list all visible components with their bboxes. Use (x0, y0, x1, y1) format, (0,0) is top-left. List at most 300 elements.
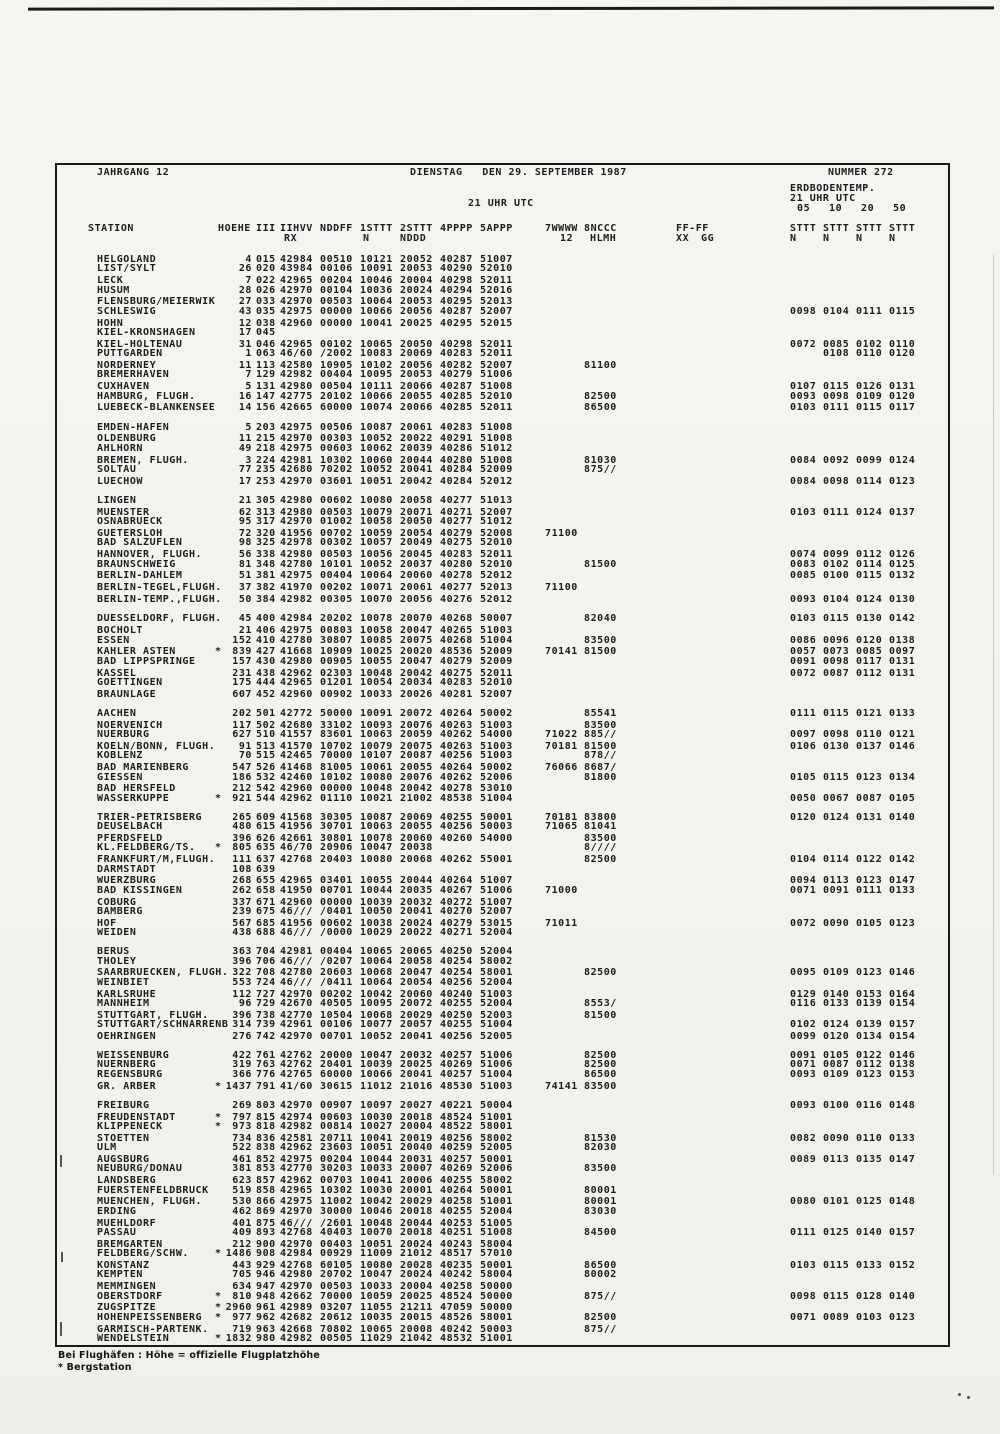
col-group-2: 41970 (280, 582, 313, 594)
col-group-7: 50004 (480, 1099, 513, 1111)
col-group-1: 658 (256, 884, 276, 896)
col-group-3: 20102 (320, 390, 353, 402)
col-soiltemp-3: 0123 (856, 771, 883, 783)
col-group-7: 58004 (480, 1269, 513, 1281)
col-group-3: 30000 (320, 1205, 353, 1217)
col-group-7: 51006 (480, 369, 513, 381)
col-group-2: 41557 (280, 729, 313, 741)
col-hoehe: 7 (245, 275, 252, 287)
col-group-7: 55001 (480, 854, 513, 866)
col-group-5: 20075 (400, 634, 433, 646)
col-group-3: 23603 (320, 1142, 353, 1154)
col-group-6: 40255 (440, 811, 473, 823)
col-group-1: 739 (256, 1019, 276, 1031)
col-soiltemp-2: 0089 (823, 1311, 850, 1323)
col-8nccc-value: 8553/ (584, 997, 617, 1009)
station-name: OBERSTDORF (97, 1290, 163, 1302)
station-row (0, 1082, 1000, 1093)
col-group-6: 40257 (440, 1050, 473, 1062)
col-group-7: 52007 (480, 305, 513, 317)
col-group-7: 52007 (480, 360, 513, 371)
col-group-4: 10025 (360, 646, 393, 658)
col-group-5: 20015 (400, 1311, 433, 1323)
station-name: BAD LIPPSPRINGE (97, 655, 196, 667)
col-group-6: 40264 (440, 875, 473, 887)
col-group-7: 52005 (480, 1031, 513, 1042)
col-soiltemp-2: 0092 (823, 454, 850, 466)
col-group-7: 51003 (480, 625, 513, 637)
col-group-3: 00404 (320, 570, 353, 582)
col-soiltemp-1: 0106 (790, 741, 817, 752)
col-soiltemp-4: 0133 (889, 707, 916, 719)
col-group-6: 40250 (440, 1009, 473, 1021)
col-group-7: 52016 (480, 284, 513, 296)
col-group-2: 42989 (280, 1302, 313, 1314)
col-group-3: 70202 (320, 463, 353, 475)
col-group-3: 40505 (320, 997, 353, 1009)
col-group-6: 40277 (440, 494, 473, 506)
station-name: SCHLESWIG (97, 305, 157, 317)
station-name: KOBLENZ (97, 750, 143, 762)
col-group-2: 42775 (280, 390, 313, 402)
col-hoehe: 17 (238, 326, 252, 338)
col-group-3: /2002 (320, 348, 353, 360)
col-group-6: 40260 (440, 833, 473, 844)
col-soiltemp-1: 0084 (790, 454, 817, 466)
col-group-1: 015 (256, 254, 276, 265)
col-group-7: 58002 (480, 955, 513, 967)
col-group-4: 10052 (360, 558, 393, 570)
col-soiltemp-2: 0113 (823, 875, 850, 887)
col-subheader-xx: XX (676, 233, 690, 244)
col-group-5: 20060 (400, 570, 433, 582)
station-name: KIEL-KRONSHAGEN (97, 326, 196, 338)
col-group-7: 51007 (480, 896, 513, 908)
col-group-6: 40265 (440, 625, 473, 637)
col-group-5: 20047 (400, 625, 433, 637)
col-hoehe: 422 (232, 1050, 252, 1062)
col-group-7: 50002 (480, 762, 513, 774)
station-row (0, 1032, 1000, 1043)
col-hoehe: 21 (238, 494, 252, 506)
col-group-4: 10064 (360, 976, 393, 988)
col-soiltemp-1: 0111 (790, 1226, 817, 1238)
bergstation-marker: * (215, 1120, 222, 1132)
col-group-4: 10083 (360, 348, 393, 360)
col-group-5: 20029 (400, 1196, 433, 1208)
col-group-7: 50000 (480, 1290, 513, 1302)
col-group-5: 20040 (400, 1142, 433, 1154)
col-group-1: 803 (256, 1099, 276, 1111)
col-group-1: 384 (256, 594, 276, 606)
col-group-3: 70802 (320, 1323, 353, 1335)
col-group-2: 42975 (280, 625, 313, 637)
col-group-7: 51001 (480, 1111, 513, 1123)
col-7wwww-value: 76066 (545, 762, 578, 774)
col-header-4pppp: 4PPPP (440, 223, 473, 234)
col-group-4: 10080 (360, 1260, 393, 1271)
station-name: BAD SALZUFLEN (97, 537, 183, 549)
station-row (0, 538, 1000, 549)
station-name: BERLIN-TEGEL,FLUGH. (97, 582, 222, 594)
bergstation-marker: * (215, 792, 222, 804)
col-hoehe: 269 (232, 1099, 252, 1111)
col-soiltemp-3: 0115 (856, 402, 883, 414)
col-group-5: 21042 (400, 1332, 433, 1344)
col-group-2: 42970 (280, 475, 313, 487)
col-group-7: 52007 (480, 905, 513, 917)
col-soiltemp-2: 0114 (823, 854, 850, 866)
col-group-4: 10121 (360, 254, 393, 265)
col-soiltemp-3: 0153 (856, 988, 883, 1000)
col-group-4: 10064 (360, 296, 393, 308)
col-hoehe: 2960 (225, 1302, 252, 1314)
col-group-4: 10042 (360, 1196, 393, 1208)
col-group-1: 224 (256, 454, 276, 466)
col-soiltemp-2: 0100 (823, 1099, 850, 1111)
station-row (0, 392, 1000, 403)
soil-temp-title: ERDBODENTEMP. (790, 183, 876, 194)
col-group-2: 42962 (280, 1175, 313, 1187)
col-soiltemp-4: 0131 (889, 655, 916, 667)
col-hoehe: 27 (238, 296, 252, 308)
col-group-3: 60000 (320, 402, 353, 414)
col-group-7: 52007 (480, 506, 513, 518)
station-row (0, 1143, 1000, 1154)
col-group-6: 48532 (440, 1332, 473, 1344)
col-group-4: 10064 (360, 570, 393, 582)
col-soiltemp-1: 0103 (790, 613, 817, 625)
col-group-2: 42680 (280, 463, 313, 475)
col-group-3: 30615 (320, 1080, 353, 1092)
col-group-1: 815 (256, 1111, 276, 1123)
col-group-2: 42960 (280, 783, 313, 795)
col-group-4: 10048 (360, 783, 393, 795)
col-group-2: 42965 (280, 338, 313, 350)
station-row (0, 1292, 1000, 1303)
col-group-3: 10101 (320, 558, 353, 570)
col-group-5: 20044 (400, 1217, 433, 1229)
col-subheader-12: 12 (560, 233, 574, 244)
col-group-2: 42970 (280, 296, 313, 308)
col-group-7: 50000 (480, 1302, 513, 1314)
col-soiltemp-4: 0142 (889, 613, 916, 625)
station-name: LUECHOW (97, 475, 143, 487)
col-group-2: 42982 (280, 369, 313, 381)
station-row (0, 886, 1000, 897)
col-group-1: 317 (256, 516, 276, 528)
col-group-3: 00503 (320, 1281, 353, 1293)
col-8nccc-value: 875// (584, 1290, 617, 1302)
col-group-5: 20039 (400, 442, 433, 454)
col-hoehe: 212 (232, 783, 252, 795)
col-soiltemp-3: 0112 (856, 1059, 883, 1071)
col-group-2: 42665 (280, 402, 313, 414)
col-group-5: 20060 (400, 833, 433, 844)
station-name: CUXHAVEN (97, 381, 150, 393)
col-8nccc-value: 82040 (584, 613, 617, 625)
col-group-1: 215 (256, 433, 276, 445)
station-row (0, 595, 1000, 606)
col-group-5: 20024 (400, 1238, 433, 1250)
col-hoehe: 50 (238, 594, 252, 606)
col-group-2: 41568 (280, 811, 313, 823)
col-hoehe: 627 (232, 729, 252, 741)
col-group-1: 688 (256, 927, 276, 939)
col-group-5: 20020 (400, 646, 433, 658)
col-group-1: 857 (256, 1175, 276, 1187)
col-group-7: 50002 (480, 707, 513, 719)
col-group-7: 52011 (480, 549, 513, 561)
station-name: FREUDENSTADT (97, 1111, 176, 1123)
station-name: BAD HERSFELD (97, 783, 176, 795)
col-group-2: 43984 (280, 263, 313, 275)
station-name: DUESSELDORF, FLUGH. (97, 613, 222, 625)
col-group-1: 156 (256, 402, 276, 414)
col-soiltemp-4: 0157 (889, 1019, 916, 1031)
col-group-7: 50000 (480, 1281, 513, 1293)
col-group-1: 400 (256, 613, 276, 625)
col-hoehe: 337 (232, 896, 252, 908)
date-label: DIENSTAG DEN 29. SEPTEMBER 1987 (410, 167, 627, 178)
col-group-4: 10095 (360, 997, 393, 1009)
col-group-6: 40255 (440, 997, 473, 1009)
station-name: NORDERNEY (97, 360, 157, 371)
col-group-6: 48524 (440, 1111, 473, 1123)
page-top-edge-line (28, 6, 994, 10)
bergstation-marker: * (215, 842, 222, 854)
col-group-3: 00106 (320, 263, 353, 275)
col-group-1: 635 (256, 842, 276, 854)
col-group-1: 218 (256, 442, 276, 454)
station-name: GIESSEN (97, 771, 143, 783)
col-group-4: 10078 (360, 833, 393, 844)
station-row (0, 751, 1000, 762)
col-group-3: 00603 (320, 1111, 353, 1123)
col-group-6: 40271 (440, 506, 473, 518)
station-name: STUTTGART/SCHNARRENB (97, 1019, 229, 1031)
col-group-6: 40298 (440, 275, 473, 287)
col-group-4: 10047 (360, 842, 393, 854)
col-hoehe: 839 (232, 646, 252, 658)
station-row (0, 560, 1000, 571)
col-soiltemp-4: 0152 (889, 1260, 916, 1271)
col-soiltemp-3: 0109 (856, 390, 883, 402)
col-group-4: 10048 (360, 667, 393, 679)
col-group-2: 42970 (280, 284, 313, 296)
col-group-2: 42982 (280, 1332, 313, 1344)
col-soiltemp-1: 0094 (790, 875, 817, 887)
col-group-2: 42780 (280, 558, 313, 570)
station-name: COBURG (97, 896, 137, 908)
col-hoehe: 31 (238, 338, 252, 350)
col-8nccc-value: 84500 (584, 1226, 617, 1238)
col-group-3: 00305 (320, 594, 353, 606)
col-group-4: 10030 (360, 1184, 393, 1196)
col-group-4: 10042 (360, 988, 393, 1000)
col-group-2: 42772 (280, 707, 313, 719)
col-soiltemp-3: 0114 (856, 475, 883, 487)
col-group-1: 685 (256, 917, 276, 929)
col-soiltemp-4: 0131 (889, 667, 916, 679)
col-group-2: 42680 (280, 719, 313, 731)
col-hoehe: 17 (238, 475, 252, 487)
volume-label: JAHRGANG 12 (97, 167, 170, 178)
col-group-2: 42768 (280, 854, 313, 866)
col-group-2: 42682 (280, 1311, 313, 1323)
station-name: KAHLER ASTEN (97, 646, 176, 658)
col-hoehe: 977 (232, 1311, 252, 1323)
col-group-6: 40258 (440, 1196, 473, 1208)
col-group-3: 10905 (320, 360, 353, 371)
col-group-7: 52004 (480, 946, 513, 958)
col-soiltemp-3: 0085 (856, 646, 883, 658)
col-group-6: 40295 (440, 296, 473, 308)
col-group-1: 858 (256, 1184, 276, 1196)
col-group-4: 10047 (360, 1269, 393, 1281)
bergstation-marker: * (215, 1332, 222, 1344)
col-group-2: 46/60 (280, 348, 313, 360)
col-group-3: 01201 (320, 676, 353, 688)
col-group-6: 40256 (440, 976, 473, 988)
col-group-6: 40279 (440, 655, 473, 667)
station-name: LIST/SYLT (97, 263, 157, 275)
col-group-1: 791 (256, 1080, 276, 1092)
station-name: WEIDEN (97, 927, 137, 939)
col-soiltemp-2: 0102 (823, 558, 850, 570)
col-soiltemp-2: 0115 (823, 613, 850, 625)
col-soiltemp-1: 0085 (790, 570, 817, 582)
col-group-6: 40242 (440, 1323, 473, 1335)
col-group-5: 20004 (400, 275, 433, 287)
col-group-1: 452 (256, 688, 276, 700)
col-group-6: 40287 (440, 305, 473, 317)
issue-number: NUMMER 272 (828, 167, 894, 178)
col-group-3: /0411 (320, 976, 353, 988)
col-hoehe: 797 (232, 1111, 252, 1123)
col-group-5: 20041 (400, 463, 433, 475)
col-8nccc-value: 82500 (584, 390, 617, 402)
col-group-4: 10079 (360, 506, 393, 518)
col-soiltemp-1: 0107 (790, 381, 817, 393)
station-name: GR. ARBER (97, 1080, 157, 1092)
col-header-5appp: 5APPP (480, 223, 513, 234)
col-group-4: 10102 (360, 360, 393, 371)
col-group-1: 639 (256, 863, 276, 875)
station-name: WENDELSTEIN (97, 1332, 170, 1344)
col-group-4: 10030 (360, 1111, 393, 1123)
col-soiltemp-3: 0123 (856, 967, 883, 979)
col-hoehe: 363 (232, 946, 252, 958)
col-soiltemp-3: 0116 (856, 1099, 883, 1111)
station-name: ZUGSPITZE (97, 1302, 157, 1314)
col-group-7: 51003 (480, 719, 513, 731)
col-subheader-n2: N (823, 233, 830, 244)
bergstation-marker: * (215, 1080, 222, 1092)
station-row (0, 477, 1000, 488)
col-hoehe: 480 (232, 821, 252, 833)
col-group-7: 52012 (480, 475, 513, 487)
col-group-2: 42768 (280, 1260, 313, 1271)
col-group-5: 20053 (400, 263, 433, 275)
col-group-4: 10058 (360, 625, 393, 637)
col-group-3: 00403 (320, 1238, 353, 1250)
col-group-4: 10039 (360, 1059, 393, 1071)
col-group-4: 10052 (360, 433, 393, 445)
col-group-5: 20001 (400, 1184, 433, 1196)
col-hoehe: 973 (232, 1120, 252, 1132)
col-group-3: 10102 (320, 771, 353, 783)
col-group-7: 51012 (480, 442, 513, 454)
col-soiltemp-3: 0110 (856, 348, 883, 360)
col-group-6: 40221 (440, 1099, 473, 1111)
col-group-4: 10065 (360, 1323, 393, 1335)
station-name: KOELN/BONN, FLUGH. (97, 741, 216, 752)
col-group-3: 00510 (320, 254, 353, 265)
station-row (0, 1122, 1000, 1133)
col-group-3: 20401 (320, 1059, 353, 1071)
col-group-7: 52004 (480, 927, 513, 939)
col-group-6: 40256 (440, 1132, 473, 1144)
station-name: DEUSELBACH (97, 821, 163, 833)
col-group-5: 20041 (400, 1031, 433, 1042)
col-group-4: 10047 (360, 1050, 393, 1062)
col-hoehe: 43 (238, 305, 252, 317)
col-soiltemp-1: 0089 (790, 1154, 817, 1165)
col-group-6: 40264 (440, 762, 473, 774)
col-hoehe: 157 (232, 655, 252, 667)
bergstation-marker: * (215, 1248, 222, 1260)
station-name: ULM (97, 1142, 117, 1154)
col-group-3: 10909 (320, 646, 353, 658)
col-soiltemp-2: 0090 (823, 1132, 850, 1144)
col-group-6: 40253 (440, 1217, 473, 1229)
col-group-3: 30807 (320, 634, 353, 646)
station-name: ERDING (97, 1205, 137, 1217)
col-group-2: 41668 (280, 646, 313, 658)
col-group-6: 40271 (440, 927, 473, 939)
col-soiltemp-3: 0123 (856, 1068, 883, 1080)
col-group-1: 818 (256, 1120, 276, 1132)
col-group-5: 20072 (400, 707, 433, 719)
col-hoehe: 77 (238, 463, 252, 475)
station-name: FRANKFURT/M,FLUGH. (97, 854, 216, 866)
col-group-5: 20042 (400, 667, 433, 679)
col-group-1: 980 (256, 1332, 276, 1344)
col-group-4: 10091 (360, 263, 393, 275)
col-group-4: 10087 (360, 811, 393, 823)
station-name: SOLTAU (97, 463, 137, 475)
col-group-5: 20050 (400, 516, 433, 528)
col-group-3: 00000 (320, 896, 353, 908)
col-group-6: 40280 (440, 454, 473, 466)
col-group-1: 063 (256, 348, 276, 360)
col-group-3: 10702 (320, 741, 353, 752)
col-group-4: 10063 (360, 729, 393, 741)
col-group-7: 58001 (480, 1120, 513, 1132)
col-group-6: 40255 (440, 1175, 473, 1187)
col-soiltemp-3: 0112 (856, 667, 883, 679)
col-hoehe: 734 (232, 1132, 252, 1144)
station-row (0, 307, 1000, 318)
col-group-1: 609 (256, 811, 276, 823)
col-soiltemp-4: 0148 (889, 1196, 916, 1208)
col-group-4: 10107 (360, 750, 393, 762)
col-hoehe: 11 (238, 360, 252, 371)
station-row (0, 794, 1000, 805)
col-group-3: 20612 (320, 1311, 353, 1323)
col-group-2: 42465 (280, 750, 313, 762)
